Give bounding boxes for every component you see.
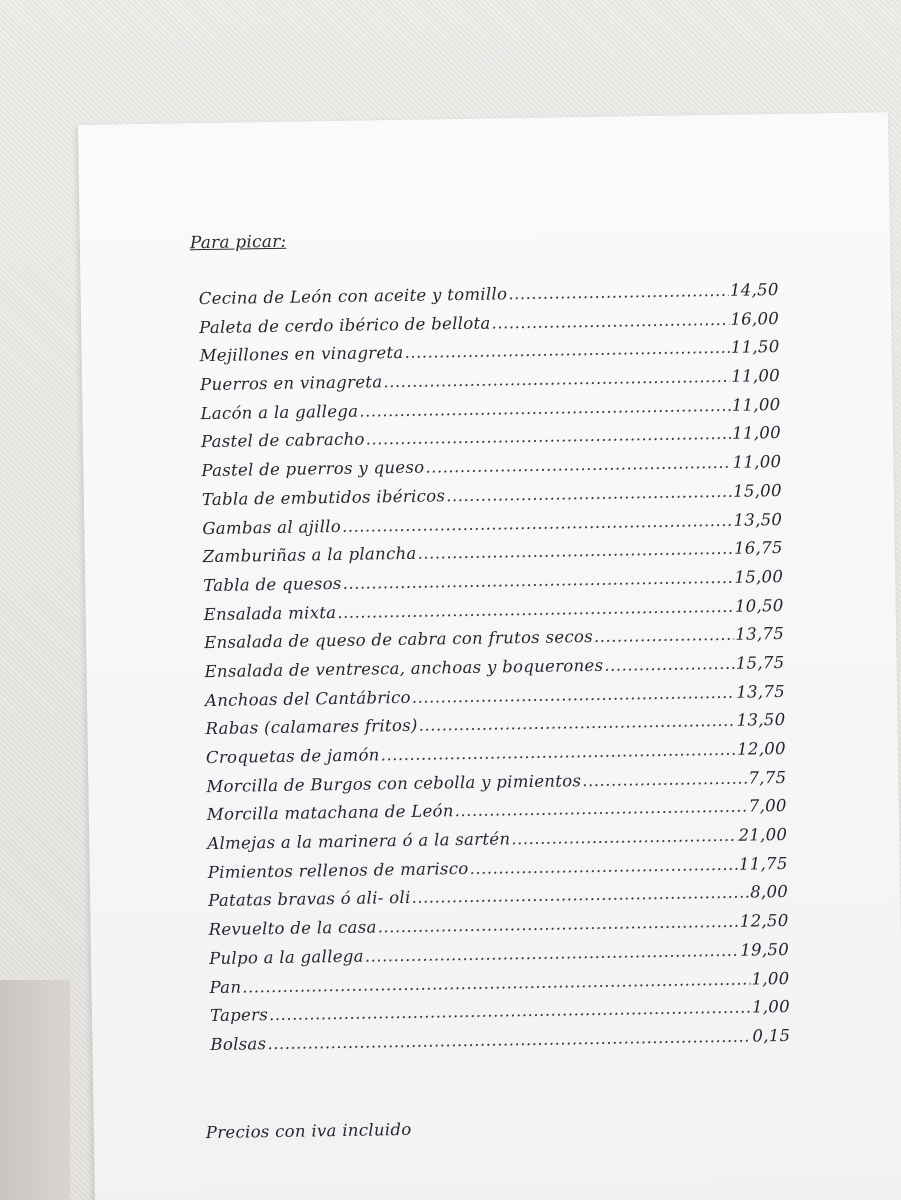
item-name: Zamburiñas a la plancha [202, 543, 417, 567]
item-price: 1,00 [751, 968, 790, 989]
item-name: Rabas (calamares fritos) [205, 716, 418, 739]
dot-leader [411, 883, 749, 907]
item-price: 11,00 [732, 452, 782, 472]
item-name: Pastel de cabracho [200, 429, 365, 452]
item-price: 7,75 [748, 767, 787, 788]
section-title: Para picar: [189, 231, 287, 254]
item-name: Tapers [209, 1005, 269, 1026]
dot-leader [582, 768, 747, 790]
item-price: 11,00 [732, 423, 782, 444]
item-price: 7,00 [748, 796, 787, 816]
dot-leader [594, 625, 735, 646]
item-price: 0,15 [752, 1025, 791, 1046]
item-name: Paleta de cerdo ibérico de bellota [199, 313, 491, 337]
item-name: Bolsas [210, 1034, 267, 1054]
item-price: 14,50 [729, 280, 779, 300]
dot-leader [418, 711, 735, 735]
dot-leader [469, 854, 738, 877]
item-price: 11,00 [731, 366, 781, 386]
item-name: Ensalada de queso de cabra con frutos secos [204, 627, 594, 653]
dot-leader [511, 826, 737, 849]
dot-leader [404, 338, 730, 362]
item-price: 13,75 [735, 624, 785, 644]
item-price: 13,50 [736, 710, 786, 731]
item-name: Anchoas del Cantábrico [204, 687, 411, 710]
item-name: Puerros en vinagreta [199, 372, 383, 395]
item-name: Revuelto de la casa [208, 917, 377, 940]
item-name: Ensalada mixta [203, 602, 337, 624]
item-name: Tabla de embutidos ibéricos [201, 486, 446, 509]
dot-leader [417, 539, 733, 563]
item-price: 11,75 [738, 853, 788, 874]
menu-list [199, 280, 791, 1064]
dot-leader [508, 281, 729, 303]
item-price: 10,50 [734, 595, 784, 616]
item-price: 11,00 [731, 394, 781, 415]
item-price: 15,75 [735, 652, 785, 673]
item-name: Gambas al ajillo [202, 516, 342, 538]
dot-leader [383, 367, 730, 391]
item-name: Pulpo a la gallega [208, 946, 364, 968]
item-name: Pimientos rellenos de marisco [207, 858, 469, 882]
item-name: Tabla de quesos [203, 573, 342, 595]
item-name: Morcilla de Burgos con cebolla y pimientos [206, 770, 582, 796]
item-price: 16,00 [730, 308, 780, 329]
item-price: 13,75 [736, 681, 786, 702]
item-name: Mejillones en vinagreta [199, 343, 404, 366]
dot-leader [425, 453, 732, 477]
item-name: Ensalada de ventresca, anchoas y boquerones [204, 655, 604, 682]
item-price: 21,00 [738, 825, 788, 845]
tax-note: Precios con iva incluido [205, 1119, 412, 1143]
item-name: Almejas a la marinera ó a la sartén [207, 829, 511, 854]
item-price: 19,50 [740, 939, 790, 960]
table-surface [0, 980, 70, 1200]
item-name: Pan [209, 977, 242, 997]
item-price: 15,00 [732, 480, 782, 501]
item-price: 13,50 [733, 509, 783, 530]
item-name: Pastel de puerros y queso [201, 457, 425, 481]
item-price: 12,50 [739, 911, 789, 931]
dot-leader [604, 654, 735, 675]
item-name: Morcilla matachana de León [206, 801, 454, 825]
item-price: 11,50 [730, 337, 780, 358]
dot-leader [491, 309, 729, 332]
item-price: 8,00 [750, 882, 789, 902]
item-price: 1,00 [751, 997, 791, 1017]
dot-leader [446, 482, 732, 505]
dot-leader [455, 797, 748, 821]
item-price: 15,00 [734, 566, 784, 587]
item-name: Croquetas de jamón [205, 745, 380, 768]
menu-sheet [78, 112, 901, 1200]
dot-leader [412, 682, 736, 706]
item-price: 12,00 [736, 738, 787, 759]
item-name: Lacón a la gallega [200, 401, 359, 423]
item-name: Cecina de León con aceite y tomillo [198, 284, 508, 309]
item-price: 16,75 [733, 538, 783, 558]
item-name: Patatas bravas ó ali- oli [208, 888, 411, 911]
